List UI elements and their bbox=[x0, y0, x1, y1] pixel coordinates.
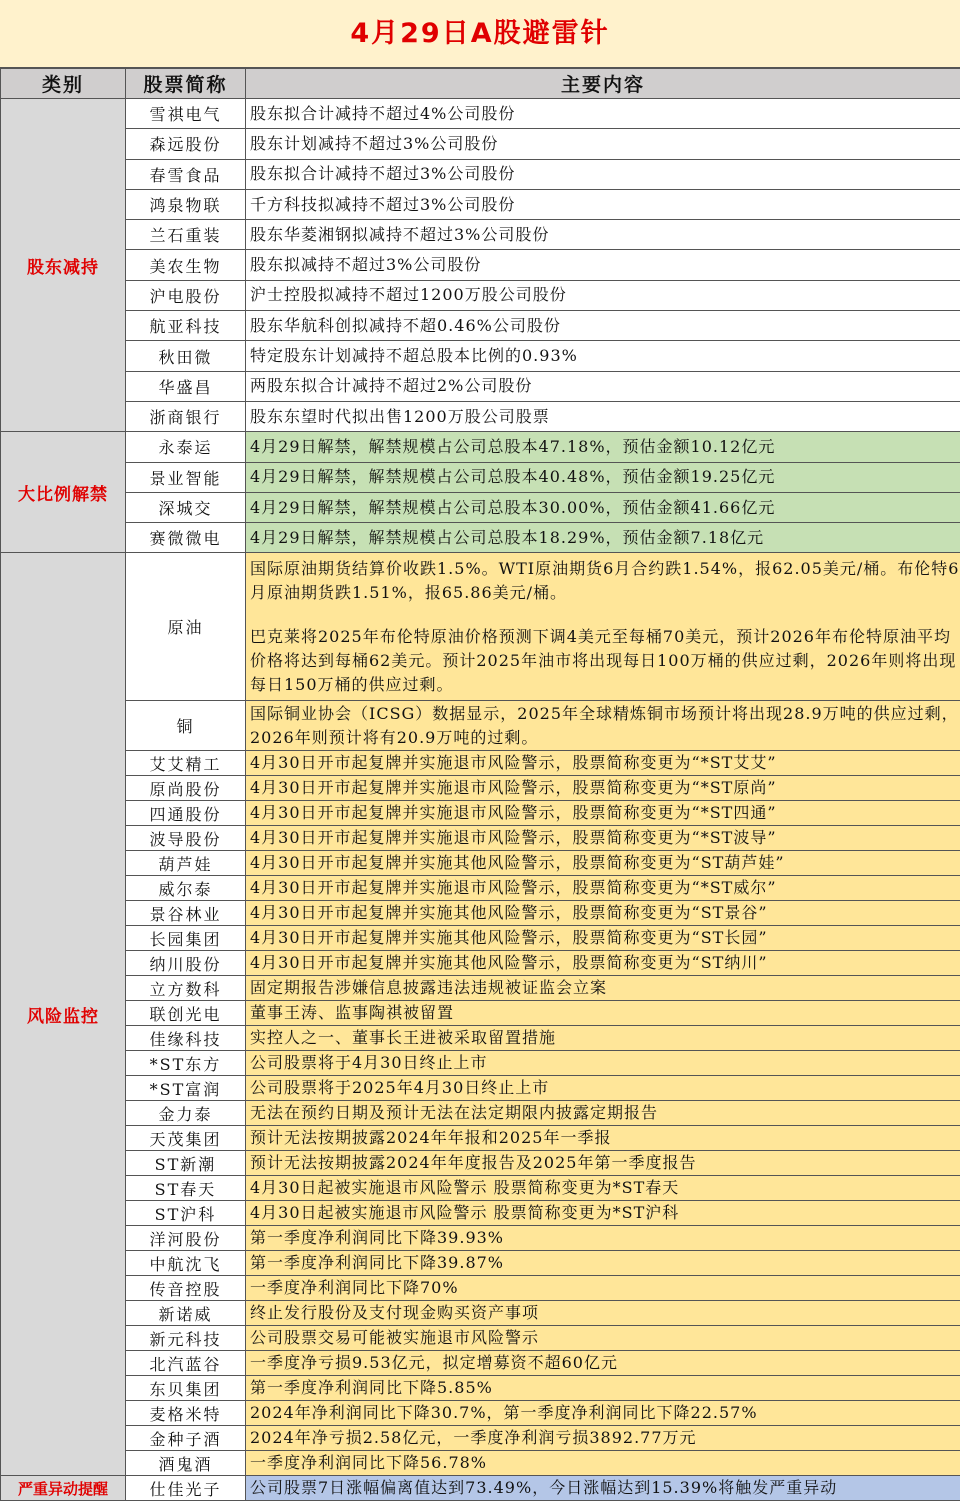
table-row bbox=[1, 1076, 960, 1101]
table-row bbox=[1, 250, 960, 280]
table-row bbox=[1, 876, 960, 901]
table-row bbox=[1, 951, 960, 976]
stock-name: 金力泰 bbox=[126, 1101, 246, 1126]
table-row bbox=[1, 432, 960, 462]
table-row bbox=[1, 553, 960, 701]
stock-name: 华盛昌 bbox=[126, 371, 246, 401]
header-main-content: 主要内容 bbox=[246, 69, 960, 99]
table-row bbox=[1, 1126, 960, 1151]
stock-content: 公司股票交易可能被实施退市风险警示 bbox=[246, 1326, 960, 1351]
stock-content: 4月30日起被实施退市风险警示 股票简称变更为*ST沪科 bbox=[246, 1201, 960, 1226]
stock-content: 股东华菱湘钢拟减持不超过3%公司股份 bbox=[246, 220, 960, 250]
table-row bbox=[1, 1276, 960, 1301]
table-row bbox=[1, 1476, 960, 1501]
stock-content: 终止发行股份及支付现金购买资产事项 bbox=[246, 1301, 960, 1326]
stock-content: 公司股票7日涨幅偏离值达到73.49%，今日涨幅达到15.39%将触发严重异动 bbox=[246, 1476, 960, 1501]
stock-content: 千方科技拟减持不超过3%公司股份 bbox=[246, 189, 960, 219]
stock-name: 北汽蓝谷 bbox=[126, 1351, 246, 1376]
table-row bbox=[1, 851, 960, 876]
stock-content: 特定股东计划减持不超总股本比例的0.93% bbox=[246, 341, 960, 371]
stock-content: 4月29日解禁，解禁规模占公司总股本30.00%，预估金额41.66亿元 bbox=[246, 492, 960, 522]
stock-name: 联创光电 bbox=[126, 1001, 246, 1026]
stock-name: 景业智能 bbox=[126, 462, 246, 492]
stock-name: 原油 bbox=[126, 553, 246, 701]
table-row bbox=[1, 801, 960, 826]
table-row bbox=[1, 1451, 960, 1476]
stock-name: 东贝集团 bbox=[126, 1376, 246, 1401]
stock-content: 4月30日开市起复牌并实施其他风险警示，股票简称变更为“ST景谷” bbox=[246, 901, 960, 926]
table-row bbox=[1, 901, 960, 926]
stock-content: 股东计划减持不超过3%公司股份 bbox=[246, 129, 960, 159]
stock-content: 董事王涛、监事陶祺被留置 bbox=[246, 1001, 960, 1026]
stock-name: 波导股份 bbox=[126, 826, 246, 851]
stock-content: 实控人之一、董事长王进被采取留置措施 bbox=[246, 1026, 960, 1051]
table-row bbox=[1, 129, 960, 159]
table-row bbox=[1, 976, 960, 1001]
stock-name: 沪电股份 bbox=[126, 280, 246, 310]
stock-name: 金种子酒 bbox=[126, 1426, 246, 1451]
stock-content: 公司股票将于2025年4月30日终止上市 bbox=[246, 1076, 960, 1101]
stock-name: *ST富润 bbox=[126, 1076, 246, 1101]
stock-name: 春雪食品 bbox=[126, 159, 246, 189]
risk-table bbox=[0, 68, 960, 1501]
stock-name: 四通股份 bbox=[126, 801, 246, 826]
stock-name: 中航沈飞 bbox=[126, 1251, 246, 1276]
stock-content: 4月30日开市起复牌并实施退市风险警示，股票简称变更为“*ST艾艾” bbox=[246, 751, 960, 776]
stock-content: 4月29日解禁，解禁规模占公司总股本47.18%，预估金额10.12亿元 bbox=[246, 432, 960, 462]
page-title: 4月29日A股避雷针 bbox=[0, 0, 960, 68]
table-header-row bbox=[1, 69, 960, 99]
table-row bbox=[1, 401, 960, 431]
stock-name: 艾艾精工 bbox=[126, 751, 246, 776]
table-row bbox=[1, 1351, 960, 1376]
stock-content: 一季度净利润同比下降70% bbox=[246, 1276, 960, 1301]
stock-name: 浙商银行 bbox=[126, 401, 246, 431]
crude-oil-para-1: 国际原油期货结算价收跌1.5%。WTI原油期货6月合约跌1.54%，报62.05美元/桶。布伦特6月原油期货跌1.51%，报65.86美元/桶。 bbox=[250, 557, 960, 605]
table-row bbox=[1, 776, 960, 801]
stock-name: 葫芦娃 bbox=[126, 851, 246, 876]
stock-content: 一季度净利润同比下降56.78% bbox=[246, 1451, 960, 1476]
table-row bbox=[1, 99, 960, 129]
table-row bbox=[1, 1101, 960, 1126]
table-row bbox=[1, 462, 960, 492]
stock-content: 4月30日开市起复牌并实施退市风险警示，股票简称变更为“*ST四通” bbox=[246, 801, 960, 826]
stock-content: 股东拟合计减持不超过3%公司股份 bbox=[246, 159, 960, 189]
category-shareholder_reduction: 股东减持 bbox=[1, 99, 126, 432]
stock-name: ST春天 bbox=[126, 1176, 246, 1201]
table-row bbox=[1, 826, 960, 851]
table-row bbox=[1, 1201, 960, 1226]
table-row bbox=[1, 280, 960, 310]
stock-name: *ST东方 bbox=[126, 1051, 246, 1076]
stock-content: 4月30日开市起复牌并实施其他风险警示，股票简称变更为“ST葫芦娃” bbox=[246, 851, 960, 876]
table-row bbox=[1, 492, 960, 522]
table-row bbox=[1, 1426, 960, 1451]
stock-content: 2024年净亏损2.58亿元，一季度净利润亏损3892.77万元 bbox=[246, 1426, 960, 1451]
stock-content: 股东东望时代拟出售1200万股公司股票 bbox=[246, 401, 960, 431]
table-row bbox=[1, 1176, 960, 1201]
table-row bbox=[1, 1251, 960, 1276]
copper-content: 国际铜业协会（ICSG）数据显示，2025年全球精炼铜市场预计将出现28.9万吨的供应过剩，2026年则预计将有20.9万吨的过剩。 bbox=[246, 701, 960, 751]
table-row bbox=[1, 220, 960, 250]
stock-name: 兰石重装 bbox=[126, 220, 246, 250]
stock-content: 固定期报告涉嫌信息披露违法违规被证监会立案 bbox=[246, 976, 960, 1001]
table-row bbox=[1, 1051, 960, 1076]
stock-name: ST新潮 bbox=[126, 1151, 246, 1176]
category-risk_monitoring: 风险监控 bbox=[1, 553, 126, 1476]
table-row bbox=[1, 701, 960, 751]
stock-content: 2024年净利润同比下降30.7%，第一季度净利润同比下降22.57% bbox=[246, 1401, 960, 1426]
table-row bbox=[1, 1376, 960, 1401]
stock-name: 酒鬼酒 bbox=[126, 1451, 246, 1476]
table-row bbox=[1, 341, 960, 371]
stock-name: 铜 bbox=[126, 701, 246, 751]
stock-name: 森远股份 bbox=[126, 129, 246, 159]
stock-content: 无法在预约日期及预计无法在法定期限内披露定期报告 bbox=[246, 1101, 960, 1126]
stock-content: 第一季度净利润同比下降39.87% bbox=[246, 1251, 960, 1276]
stock-name: 鸿泉物联 bbox=[126, 189, 246, 219]
table-row bbox=[1, 1326, 960, 1351]
stock-content: 公司股票将于4月30日终止上市 bbox=[246, 1051, 960, 1076]
stock-name: 航亚科技 bbox=[126, 311, 246, 341]
stock-content: 4月30日开市起复牌并实施退市风险警示，股票简称变更为“*ST波导” bbox=[246, 826, 960, 851]
table-row bbox=[1, 926, 960, 951]
stock-name: 雪祺电气 bbox=[126, 99, 246, 129]
stock-name: 洋河股份 bbox=[126, 1226, 246, 1251]
table-row bbox=[1, 189, 960, 219]
table-row bbox=[1, 1151, 960, 1176]
stock-name: 景谷林业 bbox=[126, 901, 246, 926]
stock-name: 立方数科 bbox=[126, 976, 246, 1001]
stock-name: 新元科技 bbox=[126, 1326, 246, 1351]
stock-content: 一季度净亏损9.53亿元，拟定增募资不超60亿元 bbox=[246, 1351, 960, 1376]
stock-content: 预计无法按期披露2024年年报和2025年一季报 bbox=[246, 1126, 960, 1151]
stock-content: 股东拟合计减持不超过4%公司股份 bbox=[246, 99, 960, 129]
stock-name: 麦格米特 bbox=[126, 1401, 246, 1426]
stock-content: 4月30日开市起复牌并实施退市风险警示，股票简称变更为“*ST原尚” bbox=[246, 776, 960, 801]
paragraph-gap bbox=[250, 605, 960, 625]
table-row bbox=[1, 371, 960, 401]
stock-name: 原尚股份 bbox=[126, 776, 246, 801]
header-stock-name: 股票简称 bbox=[126, 69, 246, 99]
table-row bbox=[1, 523, 960, 553]
stock-content: 4月30日开市起复牌并实施其他风险警示，股票简称变更为“ST长园” bbox=[246, 926, 960, 951]
stock-name: 威尔泰 bbox=[126, 876, 246, 901]
stock-name: 赛微微电 bbox=[126, 523, 246, 553]
stock-content: 股东拟减持不超过3%公司股份 bbox=[246, 250, 960, 280]
stock-content: 沪士控股拟减持不超过1200万股公司股份 bbox=[246, 280, 960, 310]
stock-name: 传音控股 bbox=[126, 1276, 246, 1301]
stock-content: 4月30日开市起复牌并实施其他风险警示，股票简称变更为“ST纳川” bbox=[246, 951, 960, 976]
table-row bbox=[1, 1026, 960, 1051]
stock-name: 秋田微 bbox=[126, 341, 246, 371]
crude-oil-para-2: 巴克莱将2025年布伦特原油价格预测下调4美元至每桶70美元，预计2026年布伦特原油平均价格将达到每桶62美元。预计2025年油市将出现每日100万桶的供应过剩，2026年则将出现每日150万桶的供应过剩。 bbox=[250, 625, 960, 697]
stock-content: 股东华航科创拟减持不超0.46%公司股份 bbox=[246, 311, 960, 341]
stock-content: 第一季度净利润同比下降39.93% bbox=[246, 1226, 960, 1251]
category-large_unlock: 大比例解禁 bbox=[1, 432, 126, 553]
table-row bbox=[1, 1301, 960, 1326]
table-row bbox=[1, 1001, 960, 1026]
stock-name: ST沪科 bbox=[126, 1201, 246, 1226]
stock-content: 第一季度净利润同比下降5.85% bbox=[246, 1376, 960, 1401]
stock-content: 预计无法按期披露2024年年度报告及2025年第一季度报告 bbox=[246, 1151, 960, 1176]
stock-content: 4月29日解禁，解禁规模占公司总股本40.48%，预估金额19.25亿元 bbox=[246, 462, 960, 492]
stock-content: 4月29日解禁，解禁规模占公司总股本18.29%，预估金额7.18亿元 bbox=[246, 523, 960, 553]
stock-name: 天茂集团 bbox=[126, 1126, 246, 1151]
stock-content: 4月30日起被实施退市风险警示 股票简称变更为*ST春天 bbox=[246, 1176, 960, 1201]
stock-name: 佳缘科技 bbox=[126, 1026, 246, 1051]
stock-name: 纳川股份 bbox=[126, 951, 246, 976]
stock-content: 4月30日开市起复牌并实施退市风险警示，股票简称变更为“*ST威尔” bbox=[246, 876, 960, 901]
table-row bbox=[1, 751, 960, 776]
crude-oil-content bbox=[246, 553, 960, 701]
table-row bbox=[1, 1401, 960, 1426]
stock-name: 新诺威 bbox=[126, 1301, 246, 1326]
stock-content: 两股东拟合计减持不超过2%公司股份 bbox=[246, 371, 960, 401]
stock-name: 美农生物 bbox=[126, 250, 246, 280]
table-row bbox=[1, 1226, 960, 1251]
table-row bbox=[1, 311, 960, 341]
stock-name: 永泰运 bbox=[126, 432, 246, 462]
stock-name: 仕佳光子 bbox=[126, 1476, 246, 1501]
header-category: 类别 bbox=[1, 69, 126, 99]
category-abnormal_alert: 严重异动提醒 bbox=[1, 1476, 126, 1501]
table-row bbox=[1, 159, 960, 189]
stock-name: 长园集团 bbox=[126, 926, 246, 951]
stock-name: 深城交 bbox=[126, 492, 246, 522]
table-body bbox=[1, 99, 960, 1501]
